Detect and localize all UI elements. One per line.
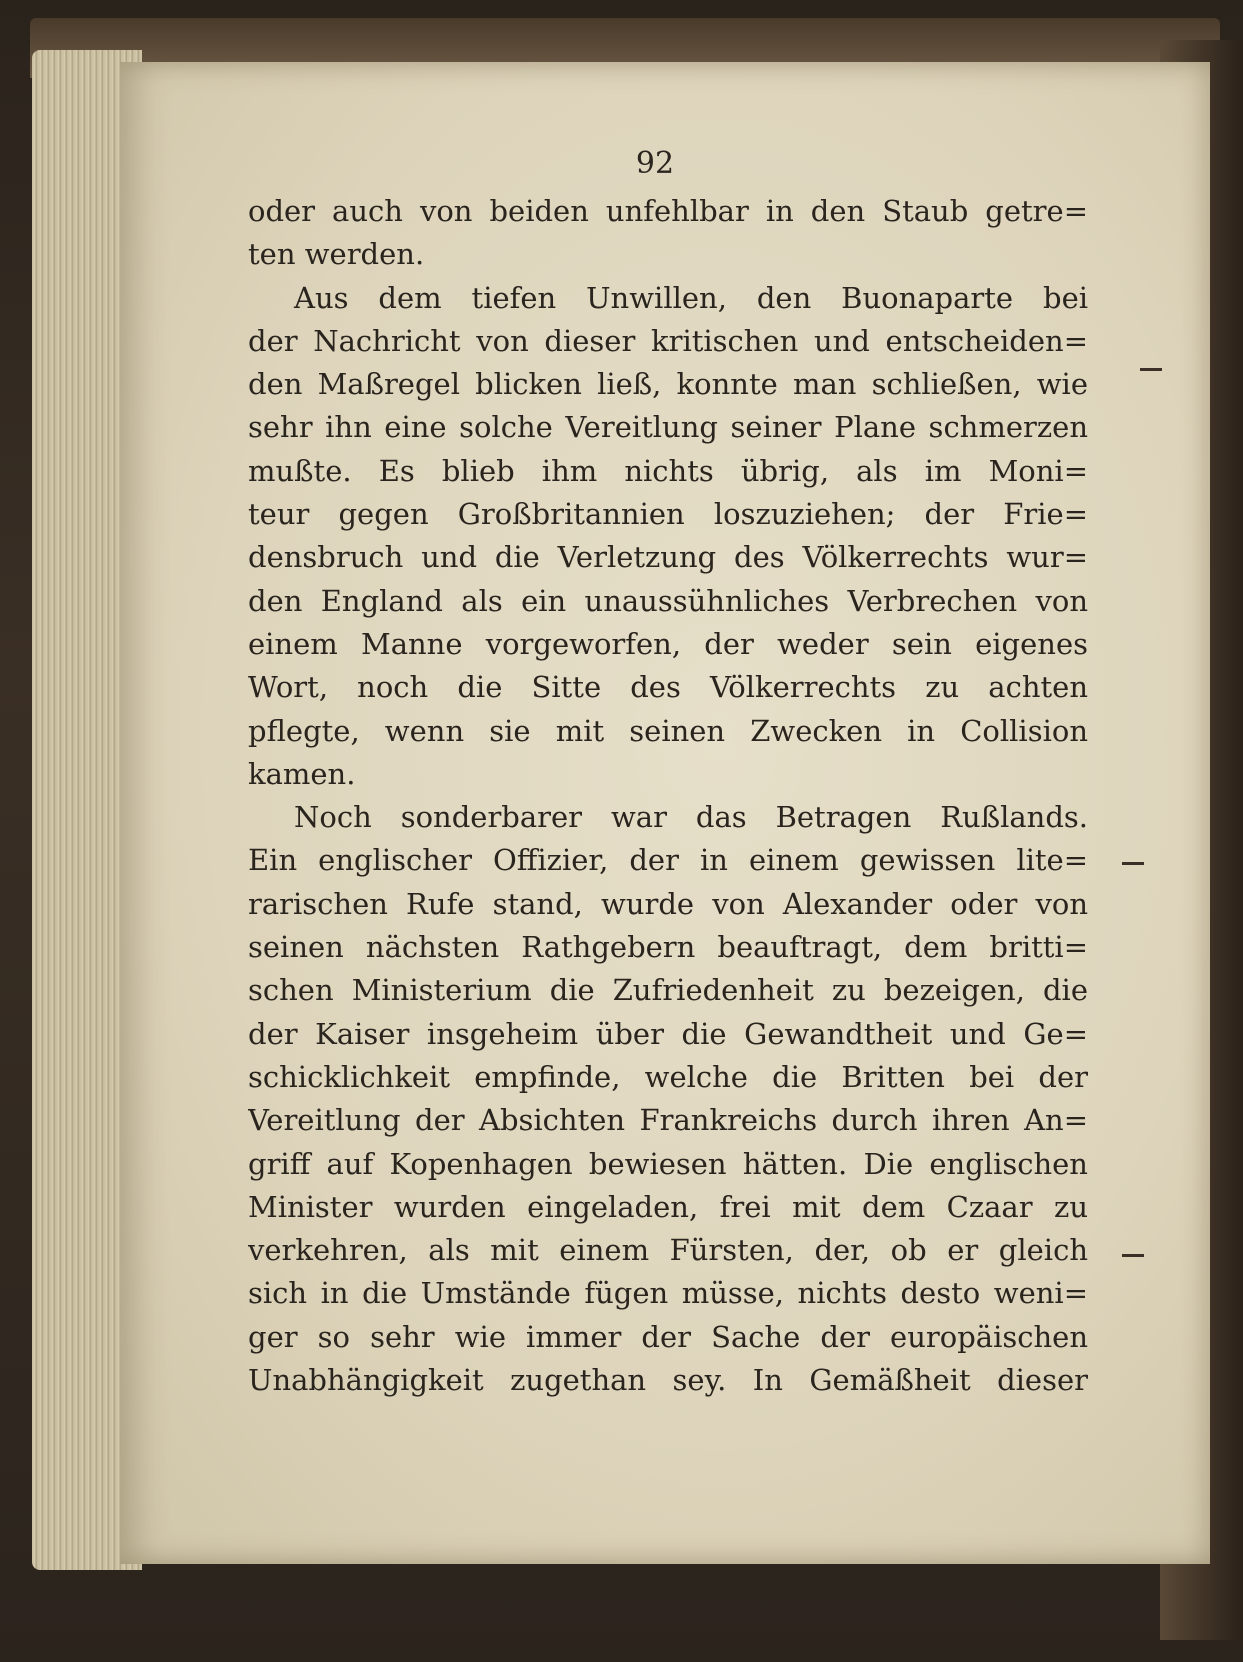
text-line: rarischen Rufe stand, wurde von Alexander oder von — [248, 886, 1088, 921]
text-line: den England als ein unaussühnliches Verbrechen von — [248, 583, 1088, 618]
margin-mark — [1140, 368, 1162, 371]
text-line: ger so sehr wie immer der Sache der europäischen — [248, 1319, 1088, 1354]
text-line: kamen. — [248, 756, 356, 791]
text-line: Aus dem tiefen Unwillen, den Buonaparte bei — [294, 280, 1088, 315]
text-line: seinen nächsten Rathgebern beauftragt, dem britti= — [248, 930, 1088, 965]
text-line: schicklichkeit empfinde, welche die Britten bei der — [248, 1059, 1088, 1094]
text-line: sehr ihn eine solche Vereitlung seiner Plane schmerzen — [248, 410, 1088, 445]
text-line: Minister wurden eingeladen, frei mit dem Czaar zu — [248, 1189, 1088, 1224]
text-line: schen Ministerium die Zufriedenheit zu bezeigen, die — [248, 973, 1088, 1008]
text-line: Wort, noch die Sitte des Völkerrechts zu achten — [248, 670, 1088, 705]
text-line: sich in die Umstände fügen müsse, nichts desto weni= — [248, 1276, 1088, 1311]
page-number: 92 — [635, 146, 675, 181]
text-line: Vereitlung der Absichten Frankreichs durch ihren An= — [248, 1103, 1088, 1138]
text-line: griff auf Kopenhagen bewiesen hätten. Die englischen — [248, 1146, 1088, 1181]
text-line: mußte. Es blieb ihm nichts übrig, als im Moni= — [248, 453, 1088, 488]
margin-mark — [1122, 1254, 1144, 1257]
text-line: Unabhängigkeit zugethan sey. In Gemäßheit dieser — [248, 1363, 1088, 1398]
text-line: pflegte, wenn sie mit seinen Zwecken in Collision — [248, 713, 1088, 748]
margin-mark — [1122, 862, 1144, 865]
text-line: den Maßregel blicken ließ, konnte man schließen, wie — [248, 367, 1088, 402]
text-line: teur gegen Großbritannien loszuziehen; der Frie= — [248, 497, 1088, 532]
text-line: densbruch und die Verletzung des Völkerrechts wur= — [248, 540, 1088, 575]
text-line: der Nachricht von dieser kritischen und entscheiden= — [248, 323, 1088, 358]
text-line: oder auch von beiden unfehlbar in den Staub getre= — [248, 194, 1088, 228]
text-line: Ein englischer Offizier, der in einem gewissen lite= — [248, 843, 1088, 878]
text-line: verkehren, als mit einem Fürsten, der, ob er gleich — [248, 1233, 1088, 1268]
text-line: einem Manne vorgeworfen, der weder sein eigenes — [248, 626, 1088, 661]
page-text — [248, 190, 1088, 1402]
text-line: Noch sonderbarer war das Betragen Rußlands. — [294, 800, 1088, 835]
text-line: ten werden. — [248, 237, 425, 272]
text-line: der Kaiser insgeheim über die Gewandtheit und Ge= — [248, 1016, 1088, 1051]
